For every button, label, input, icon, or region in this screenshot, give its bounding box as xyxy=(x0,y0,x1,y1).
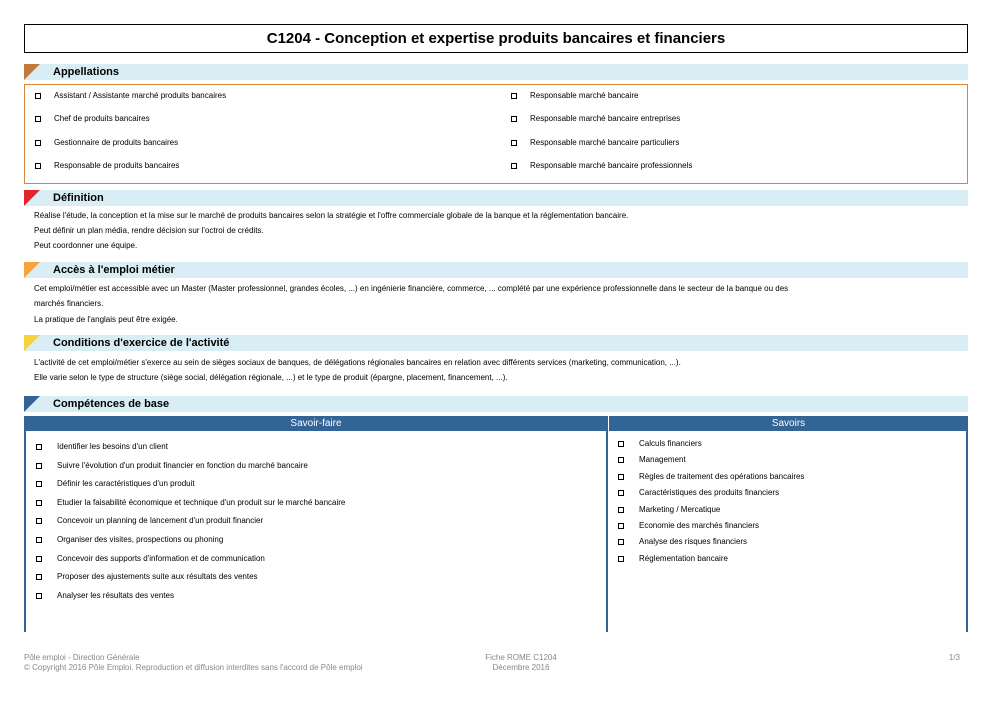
checkbox-icon xyxy=(36,556,42,562)
checkbox-icon xyxy=(511,93,517,99)
checkbox-icon xyxy=(36,500,42,506)
appellation-item: Responsable marché bancaire xyxy=(509,90,929,113)
savoirs-item: Réglementation bancaire xyxy=(616,553,804,569)
definition-header xyxy=(24,190,968,206)
savoirs-item: Règles de traitement des opérations bancaires xyxy=(616,471,804,487)
savoirs-item: Management xyxy=(616,454,804,470)
footer-left xyxy=(24,653,363,673)
footer-center xyxy=(466,653,576,673)
checkbox-icon xyxy=(618,441,624,447)
appellation-item: Assistant / Assistante marché produits bancaires xyxy=(33,90,453,113)
checkbox-icon xyxy=(35,93,41,99)
appellations-box xyxy=(24,84,968,184)
checkbox-icon xyxy=(35,116,41,122)
competences-triangle-icon xyxy=(24,396,40,412)
savoirs-item: Economie des marchés financiers xyxy=(616,520,804,536)
savoir-faire-item: Etudier la faisabilité économique et technique d'un produit sur le marché bancaire xyxy=(34,497,345,516)
appellation-item: Responsable de produits bancaires xyxy=(33,160,453,183)
checkbox-icon xyxy=(618,523,624,529)
savoir-faire-item: Définir les caractéristiques d'un produit xyxy=(34,478,345,497)
savoir-faire-box xyxy=(24,431,608,632)
appellations-header xyxy=(24,64,968,80)
savoir-faire-item: Concevoir des supports d'information et de communication xyxy=(34,553,345,572)
savoir-faire-item: Analyser les résultats des ventes xyxy=(34,590,345,609)
appellation-item: Responsable marché bancaire particuliers xyxy=(509,137,929,160)
savoir-faire-item: Organiser des visites, prospections ou phoning xyxy=(34,534,345,553)
conditions-header xyxy=(24,335,968,351)
definition-title: Définition xyxy=(53,192,104,204)
checkbox-icon xyxy=(618,457,624,463)
footer-org: Pôle emploi - Direction Générale xyxy=(24,653,140,662)
definition-line: Peut définir un plan média, rendre décision sur l'octroi de crédits. xyxy=(34,226,264,235)
savoirs-box xyxy=(608,431,968,632)
acces-title: Accès à l'emploi métier xyxy=(53,264,175,276)
competences-header xyxy=(24,396,968,412)
appellations-left-column xyxy=(33,90,453,183)
checkbox-icon xyxy=(36,537,42,543)
checkbox-icon xyxy=(511,163,517,169)
appellations-right-column xyxy=(509,90,929,183)
savoirs-item: Analyse des risques financiers xyxy=(616,536,804,552)
checkbox-icon xyxy=(35,163,41,169)
appellation-item: Chef de produits bancaires xyxy=(33,113,453,136)
savoirs-item: Caractéristiques des produits financiers xyxy=(616,487,804,503)
checkbox-icon xyxy=(36,574,42,580)
savoir-faire-item: Concevoir un planning de lancement d'un produit financier xyxy=(34,515,345,534)
savoirs-item: Calculs financiers xyxy=(616,438,804,454)
acces-triangle-icon xyxy=(24,262,40,278)
competences-title: Compétences de base xyxy=(53,398,170,410)
footer-date: Décembre 2016 xyxy=(492,663,550,672)
savoir-faire-header: Savoir-faire xyxy=(24,416,608,431)
definition-triangle-icon xyxy=(24,190,40,206)
savoirs-list xyxy=(616,438,804,569)
savoir-faire-item: Suivre l'évolution d'un produit financier en fonction du marché bancaire xyxy=(34,460,345,479)
acces-header xyxy=(24,262,968,278)
definition-line: Réalise l'étude, la conception et la mise sur le marché de produits bancaires selon la stratégie et l'offre commerciale globale de la banque et la réglementation bancaire. xyxy=(34,211,629,220)
checkbox-icon xyxy=(511,116,517,122)
checkbox-icon xyxy=(36,518,42,524)
page-title: C1204 - Conception et expertise produits bancaires et financiers xyxy=(24,24,968,53)
footer-page-number: 1/3 xyxy=(948,653,960,662)
conditions-triangle-icon xyxy=(24,335,40,351)
checkbox-icon xyxy=(36,593,42,599)
checkbox-icon xyxy=(36,481,42,487)
appellation-item: Responsable marché bancaire professionnels xyxy=(509,160,929,183)
savoirs-header: Savoirs xyxy=(609,416,968,431)
checkbox-icon xyxy=(618,539,624,545)
savoir-faire-item: Identifier les besoins d'un client xyxy=(34,441,345,460)
checkbox-icon xyxy=(618,474,624,480)
savoirs-item: Marketing / Mercatique xyxy=(616,504,804,520)
acces-line: La pratique de l'anglais peut être exigée. xyxy=(34,315,178,324)
conditions-title: Conditions d'exercice de l'activité xyxy=(53,337,230,349)
savoir-faire-list xyxy=(34,441,345,608)
checkbox-icon xyxy=(618,490,624,496)
appellation-item: Responsable marché bancaire entreprises xyxy=(509,113,929,136)
checkbox-icon xyxy=(36,444,42,450)
conditions-line: Elle varie selon le type de structure (siège social, délégation régionale, ...) et le type de produit (épargne, placement, financement, ...). xyxy=(34,373,508,382)
appellation-item: Gestionnaire de produits bancaires xyxy=(33,137,453,160)
appellations-triangle-icon xyxy=(24,64,40,80)
checkbox-icon xyxy=(618,507,624,513)
conditions-line: L'activité de cet emploi/métier s'exerce au sein de sièges sociaux de banques, de délégations régionales bancaires en relation avec différents services (marketing, communication, ...). xyxy=(34,358,681,367)
definition-line: Peut coordonner une équipe. xyxy=(34,241,138,250)
acces-line: Cet emploi/métier est accessible avec un Master (Master professionnel, grandes écoles, ...) en ingénierie financière, commerce, ... complété par une expérience professionnelle dans le secteur de la banque ou des xyxy=(34,284,789,293)
checkbox-icon xyxy=(618,556,624,562)
appellations-title: Appellations xyxy=(53,66,120,78)
checkbox-icon xyxy=(35,140,41,146)
checkbox-icon xyxy=(36,463,42,469)
acces-line: marchés financiers. xyxy=(34,299,104,308)
footer-copyright: © Copyright 2016 Pôle Emploi. Reproduction et diffusion interdites sans l'accord de Pôle emploi xyxy=(24,663,363,672)
footer-fiche: Fiche ROME C1204 xyxy=(485,653,557,662)
checkbox-icon xyxy=(511,140,517,146)
savoir-faire-item: Proposer des ajustements suite aux résultats des ventes xyxy=(34,571,345,590)
